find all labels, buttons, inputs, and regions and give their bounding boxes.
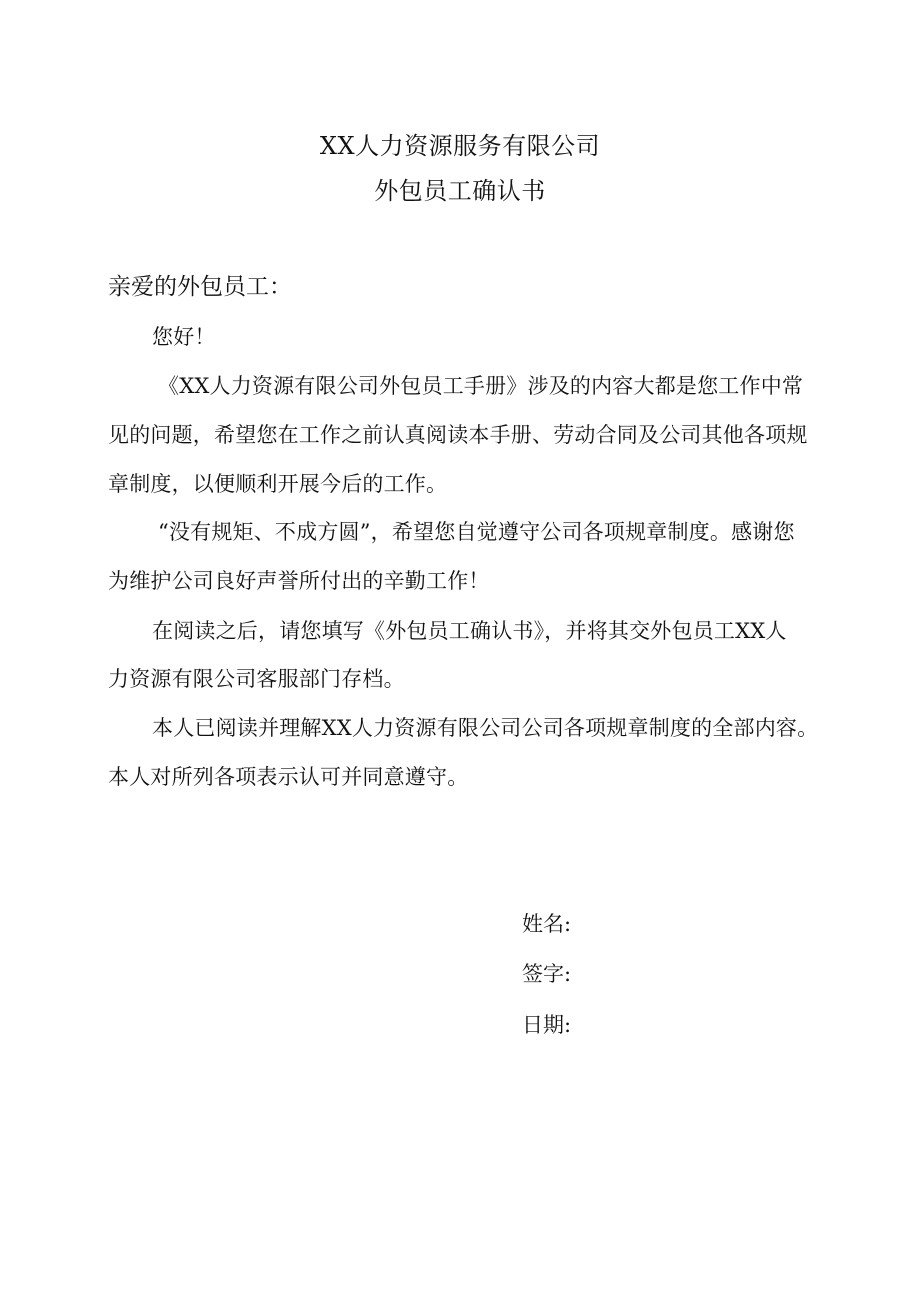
paragraph-1-line-3: 章制度，以便顺利开展今后的工作。 [108, 472, 448, 496]
signature-sign-label: 签字: [522, 962, 572, 986]
paragraph-2-line-1: “没有规矩、不成方圆”，希望您自觉遵守公司各项规章制度。感谢您 [158, 520, 795, 544]
signature-name-label: 姓名: [522, 912, 572, 936]
document-title-company: XX人力资源服务有限公司 [319, 132, 601, 160]
paragraph-4-line-1: 本人已阅读并理解XX人力资源有限公司公司各项规章制度的全部内容。 [152, 716, 819, 740]
paragraph-2-line-2: 为维护公司良好声誉所付出的辛勤工作！ [108, 569, 490, 593]
paragraph-1-line-2: 见的问题，希望您在工作之前认真阅读本手册、劳动合同及公司其他各项规 [108, 423, 808, 447]
paragraph-1-line-1: 《XX人力资源有限公司外包员工手册》涉及的内容大都是您工作中常 [158, 374, 804, 398]
signature-date-label: 日期: [522, 1013, 572, 1037]
paragraph-3-line-1: 在阅读之后，请您填写《外包员工确认书》，并将其交外包员工XX人 [152, 619, 787, 643]
paragraph-3-line-2: 力资源有限公司客服部门存档。 [108, 667, 405, 691]
greeting: 您好！ [152, 325, 216, 349]
paragraph-4-line-2: 本人对所列各项表示认可并同意遵守。 [108, 765, 469, 789]
document-title: 外包员工确认书 [374, 177, 546, 205]
salutation: 亲爱的外包员工： [108, 274, 292, 300]
